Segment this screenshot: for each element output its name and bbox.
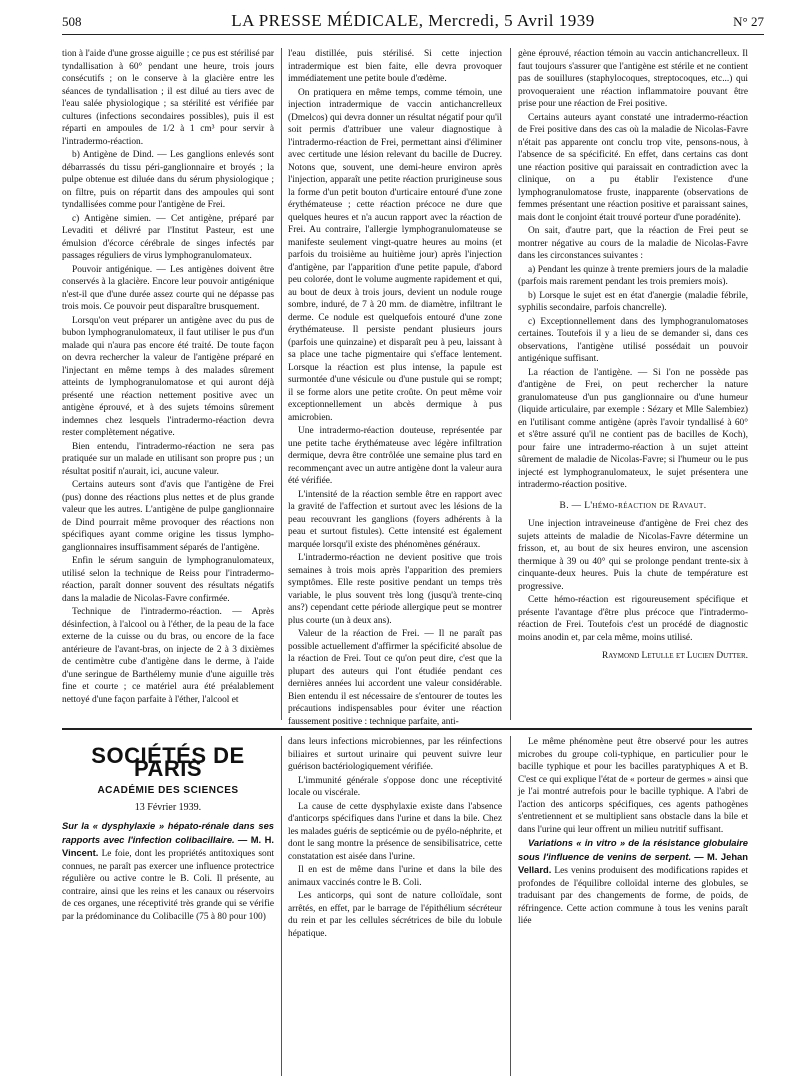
paragraph: b) Lorsque le sujet est en état d'anergie (maladie fébrile, syphilis secondaire, parfois chancrelle). bbox=[518, 290, 748, 313]
issue-number: N° 27 bbox=[733, 14, 764, 29]
paragraph: Le même phénomène peut être observé pour les autres microbes du groupe coli-typhique, en particulier pour le bacille typhique et pour les bacilles paratyphiques A et B. C'est ce qui explique l'état de « porteur de germes » ainsi que je l'ai montré autrefois pour le bacille typhique. A l'abri de l'action des anticorps spécifiques, ces agents pathogènes s'entretiennent et se multiplient sans obstacle dans la bile et dans l'urine qui leur offrent un milieu nutritif suffisant. bbox=[518, 737, 748, 835]
article-heading bbox=[62, 820, 274, 923]
paragraph: Bien entendu, l'intradermo-réaction ne sera pas pratiquée sur un malade en utilisant son propre pus ; un résultat positif n'aurait, ici, aucune valeur. bbox=[62, 441, 274, 477]
paragraph: Une intradermo-réaction douteuse, représentée par une petite tache érythémateuse avec légère infiltration dermique, devra être contrôlée une semaine plus tard en recommençant avec un autre antigène dont la valeur aura été vérifiée. bbox=[288, 426, 502, 486]
paragraph: c) Exceptionnellement dans des lymphogranulomatoses certaines. Toutefois il y a lieu de se demander si, dans ces observations, l'antigène utilisé possédait un pouvoir antigénique suffisant. bbox=[518, 316, 748, 364]
paragraph: Certains auteurs ayant constaté une intradermo-réaction de Frei positive dans des cas où la maladie de Nicolas-Favre n'était pas apparente ont conclu trop vite, pensons-nous, à l'absence de sa spécificité. En effet, dans certains cas dont une réaction positive qui paraissait en contradiction avec la clinique, on a pu établir l'existence d'une lymphogranulomatose fruste, inapparente (observations de femmes présentant une réaction positive et paraissant saines, mais dont le conjoint était trouvé porteur d'une poradénite). bbox=[518, 112, 748, 223]
paragraph: Pouvoir antigénique. — Les antigènes doivent être conservés à la glacière. Encore leur pouvoir antigénique n'est-il que d'une durée assez courte qui ne dépasse pas trois mois. Ce pouvoir peut disparaître brusquement. bbox=[62, 264, 274, 312]
paragraph: Lorsqu'on veut préparer un antigène avec du pus de bubon lymphogranulomateux, il faut utiliser le pus d'un malade qui n'aura pas encore été traité. De toute façon on devra rechercher la valeur de l'antigène préparé en l'injectant en même temps à des malades sûrement atteints de lymphogranulomatose et qui auront déjà présenté une réaction nettement positive avec un antigène éprouvé, et à des sujets témoins sûrement indemnes chez lesquels l'intradermo-réaction devra rester complètement négative. bbox=[62, 315, 274, 438]
column-divider bbox=[281, 48, 282, 720]
academy-heading: ACADÉMIE DES SCIENCES bbox=[97, 785, 239, 796]
paragraph: Il en est de même dans l'urine et dans la bile des animaux vaccinés contre le B. Coli. bbox=[288, 865, 502, 888]
paragraph: L'intensité de la réaction semble être en rapport avec la gravité de l'affection et surtout avec les lésions de la peau recouvrant les ganglions (foyers adhérents à la peau et surtout fistules). Cette intensité est également marquée lorsqu'il existe des phénomènes généraux. bbox=[288, 489, 502, 550]
paragraph: Cette hémo-réaction est rigoureusement spécifique et présente l'avantage d'être plus précoce que l'intradermo-réaction de Frei. Toutefois c'est un procédé de diagnostic moins anodin et, par cela même, moins utilisé. bbox=[518, 595, 748, 643]
paragraph: La cause de cette dysphylaxie existe dans l'absence d'anticorps spécifiques dans l'urine et dans la bile. Chez les malades guéris de septicémie ou de pyélo-néphrite, et dont le sang montre la présence de sensibilisatrice, cette constatation est aisée dans l'urine. bbox=[288, 801, 502, 862]
article-title: Variations « in vitro » de la résistance globulaire sous l'influence de venins de serpent. bbox=[518, 837, 748, 862]
column-3 bbox=[518, 48, 748, 720]
column-1 bbox=[62, 48, 274, 720]
paragraph: La réaction de l'antigène. — Si l'on ne possède pas d'antigène de Frei, on peut rechercher la nature granulomateuse d'un pus ganglionnaire ou d'une humeur (liquide articulaire, par exemple : Sézary et Mlle Salembiez) en l'utilisant comme antigène (après l'avoir tyndallisé à 60° et s'être assuré qu'il ne contient pas de bacilles de Koch), pour faire une intradermo-réaction à un sujet atteint sûrement de maladie de Nicolas-Favre; si l'humeur ou le pus injecté est lymphogranulomateux, le sujet présentera une intradermo-réaction positive. bbox=[518, 367, 748, 490]
article-heading bbox=[518, 837, 748, 928]
article-text: Les venins produisent des modifications rapides et profondes de l'équilibre colloïdal interne des globules, se traduisant par des changements de forme, de poids, de réfringence. Cette action commune à tous les venins paraît liée bbox=[518, 866, 749, 926]
page-header bbox=[62, 6, 764, 35]
bottom-column-2 bbox=[288, 736, 502, 1076]
paragraph: Certains auteurs sont d'avis que l'antigène de Frei (pus) donne des réactions plus nettes et de plus grande valeur que les autres. L'antigène de pulpe ganglionnaire de Dind pourrait même provoquer des réactions non spécifiques ayant comme origine les tissus lympho-ganglionnaires insuffisamment séparés de l'antigène. bbox=[62, 480, 274, 553]
article-author: — M. H. Vincent. bbox=[62, 833, 275, 858]
article-text: Le foie, dont les propriétés antitoxiques sont connues, ne paraît pas exercer une influence protectrice régulière ou active contre le B. Coli. Il présente, au contraire, ainsi que les reins et les canaux ou réservoirs de ces organes, une réceptivité très grande qui se vérifie par la prédominance du Colibacille (75 à 80 pour 100) bbox=[62, 849, 274, 922]
journal-title: LA PRESSE MÉDICALE, Mercredi, 5 Avril 1939 bbox=[231, 11, 595, 30]
page-number: 508 bbox=[62, 14, 82, 29]
column-divider bbox=[281, 736, 282, 1076]
session-date: 13 Février 1939. bbox=[134, 801, 202, 813]
article-title: Sur la « dysphylaxie » hépato-rénale dans ses rapports avec l'infection colibacillaire. bbox=[62, 820, 274, 845]
article-author: — M. Jehan Vellard. bbox=[518, 850, 748, 875]
section-title: SOCIÉTÉS DE PARIS bbox=[91, 743, 245, 781]
column-divider bbox=[510, 736, 511, 1076]
section-subheading: B. — L'hémo-réaction de Ravaut. bbox=[559, 500, 707, 511]
paragraph: Valeur de la réaction de Frei. — Il ne paraît pas possible actuellement d'affirmer la spécificité absolue de la réaction de Frei. Tout ce qu'on peut dire, c'est que la plupart des auteurs qui l'ont étudiée pendant ces dernières années lui accordent une valeur considérable. Bien entendu il est nécessaire de s'entourer de toutes les précautions indispensables pour éviter une réaction faussement positive : technique parfaite, anti- bbox=[288, 629, 502, 727]
paragraph: L'immunité générale s'oppose donc une réceptivité locale ou viscérale. bbox=[288, 775, 502, 798]
paragraph: b) Antigène de Dind. — Les ganglions enlevés sont débarrassés du tissu péri-ganglionnaire et broyés ; la pulpe obtenue est diluée dans du sérum physiologique ; on filtre, puis on répartit dans des ampoules qui sont tyndallisées comme pour l'antigène de Frei. bbox=[62, 150, 274, 210]
section-divider bbox=[62, 728, 752, 730]
paragraph: l'eau distillée, puis stérilisé. Si cette injection intradermique est bien faite, elle devra provoquer immédiatement une petite boule d'œdème. bbox=[288, 49, 502, 84]
paragraph: Une injection intraveineuse d'antigène de Frei chez des sujets atteints de maladie de Nicolas-Favre détermine un frisson, et, au bout de six heures environ, une ascension thermique à 39 ou 40° qui se prolonge pendant trente-six à cinquante-deux heures. Puis la chute de température est progressive. bbox=[518, 519, 748, 592]
column-divider bbox=[510, 48, 511, 720]
paragraph: Les anticorps, qui sont de nature colloïdale, sont arrêtés, en effet, par le barrage de l'épithélium sécréteur du rein et par les cellules sécrétrices de bile du lobule hépatique. bbox=[288, 891, 502, 939]
paragraph: a) Pendant les quinze à trente premiers jours de la maladie (parfois mais rarement pendant les trois premiers mois). bbox=[518, 264, 748, 287]
paragraph: On sait, d'autre part, que la réaction de Frei peut se montrer négative au cours de la maladie de Nicolas-Favre dans les circonstances suivantes : bbox=[518, 226, 748, 261]
signature: Raymond Letulle et Lucien Dutter. bbox=[602, 651, 748, 661]
bottom-column-3 bbox=[518, 736, 748, 1076]
column-2 bbox=[288, 48, 502, 727]
paragraph: gène éprouvé, réaction témoin au vaccin antichancrelleux. Il faut toujours s'assurer que l'antigène est stérile et ne contient pas de souillures (staphylocoques, streptocoques, etc...) qui provoqueraient une réaction inflammatoire pouvant être prise pour une réaction de Frei positive. bbox=[518, 49, 748, 109]
societes-column bbox=[62, 736, 274, 1076]
paragraph: L'intradermo-réaction ne devient positive que trois semaines à trois mois après l'apparition des premiers symptômes. Elle reste positive pendant un temps très variable, le plus souvent très long (jusqu'à trente-cinq ans?) cependant cette période allergique peut se montrer plus courte (un à deux ans). bbox=[288, 553, 502, 626]
paragraph: On pratiquera en même temps, comme témoin, une injection intradermique de vaccin antichancrelleux (Dmelcos) qui devra donner un résultat négatif pour qu'il soit permis d'attribuer une valeur diagnostique à l'intradermo-réaction de Frei, permettant ainsi d'éliminer avec certitude une lésion relevant du bacille de Ducrey. Notons que, souvent, une demi-heure environ après l'injection, apparaît une petite réaction prurigineuse sous la forme d'un petit bouton d'urticaire entouré d'une zone érythémateuse ; cette réaction précoce ne dure que quelques heures et n'a aucun rapport avec la réaction de Frei. Au contraire, l'allergie lymphogranulomateuse se manifeste seulement vingt-quatre heures au moins (et parfois du troisième au huitième jour) après l'injection d'antigène, par l'apparition d'une petite papule, d'abord peu colorée, dont le volume augmente rapidement et qui, au bout de deux à trois jours, devient un nodule rouge sombre, induré, de 7 à 20 mm. de diamètre, infiltrant le derme. Ce nodule est quelquefois entouré d'une zone érythémateuse. Il persiste pendant plusieurs jours (parfois une quinzaine) et disparaît peu à peu, laissant à sa place une tache pigmentaire qui s'efface lentement. Lorsque la réaction est plus intense, la papule est surmontée d'une vésicule ou d'une pustule qui se rompt; il se forme alors une petite croûte. On peut même voir exceptionnellement un abcès dermique à pus amicrobien. bbox=[288, 87, 502, 423]
paragraph: c) Antigène simien. — Cet antigène, préparé par Levaditi et délivré par l'Institut Pasteur, est une émulsion d'écorce cérébrale de singes infectés par passages réguliers de virus lymphogranulomateux. bbox=[62, 213, 274, 261]
paragraph: tion à l'aide d'une grosse aiguille ; ce pus est stérilisé par tyndallisation à 60° pendant une heure, trois jours consécutifs ; on le conserve à la glacière entre les séances de tyndallisation ; il est dilué au tiers avec de l'eau salée physiologique ; sa stérilité est vérifiée par cultures (infections secondaires possibles), puis il est réparti en ampoules de 1/2 à 1 cm³ pour servir à l'intradermo-réaction. bbox=[62, 49, 274, 147]
paragraph: Enfin le sérum sanguin de lymphogranulomateux, utilisé selon la technique de Reiss pour l'intradermo-réaction, paraît donner souvent des résultats négatifs dans la maladie de Nicolas-Favre confirmée. bbox=[62, 556, 274, 604]
paragraph: Technique de l'intradermo-réaction. — Après désinfection, à l'alcool ou à l'éther, de la peau de la face externe de la cuisse ou du bras, ou encore de la face antérieure de l'avant-bras, on injecte de 2 à 3 dixièmes de centimètre cube d'antigène dans le derme, à l'aide d'une seringue de Barthélemy munie d'une aiguille très fine et courte ; ce matériel aura été préalablement nettoyé d'une façon parfaite à l'éther, l'alcool et bbox=[62, 607, 274, 705]
paragraph: dans leurs infections microbiennes, par les réinfections biliaires et surtout urinaire qui peuvent suivre leur guérison bactériologiquement vérifiée. bbox=[288, 737, 502, 772]
